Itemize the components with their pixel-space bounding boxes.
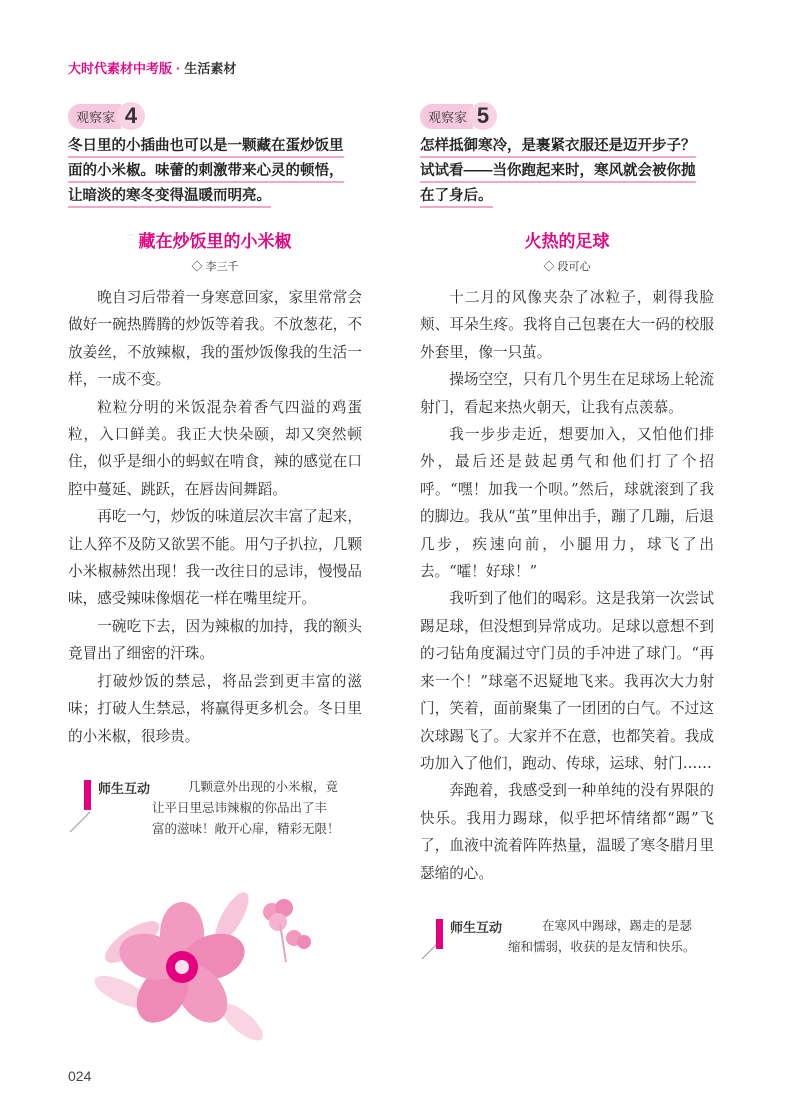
teacher-student-interaction bbox=[68, 774, 362, 844]
small-flower bbox=[263, 899, 311, 962]
article-author: ◇ 段可心 bbox=[543, 261, 591, 273]
teacher-student-interaction bbox=[420, 913, 714, 963]
interaction-comment-line: 缩和懦弱，收获的是友情和快乐。 bbox=[508, 938, 696, 954]
article-body bbox=[420, 284, 714, 887]
observer-number: 4 bbox=[117, 102, 145, 130]
page-header bbox=[68, 58, 236, 77]
observer-label: 观察家 bbox=[420, 104, 473, 129]
interaction-marker bbox=[84, 780, 91, 810]
observer-line: 试试看——当你跑起来时，寒风就会被你抛 bbox=[420, 163, 696, 183]
interaction-marker bbox=[436, 919, 443, 949]
article-title: 火热的足球 bbox=[524, 232, 610, 252]
observer-line: 怎样抵御寒冷，是裹紧衣服还是迈开步子？ bbox=[420, 138, 696, 158]
observer-intro bbox=[68, 134, 362, 209]
header-separator: · bbox=[176, 61, 181, 76]
paragraph: 晚自习后带着一身寒意回家，家里常常会做好一碗热腾腾的炒饭等着我。不放葱花，不放姜丝，不放辣椒，我的蛋炒饭像我的生活一样，一成不变。 bbox=[68, 289, 362, 389]
interaction-comment-line: 富的滋味！敞开心扉，精彩无限！ bbox=[152, 820, 340, 836]
page-number: 024 bbox=[68, 1068, 92, 1084]
interaction-comment-line: 几颗意外出现的小米椒，竟 bbox=[188, 778, 339, 794]
observer-line: 让暗淡的寒冬变得温暖而明亮。 bbox=[68, 188, 271, 208]
pink-flower-illustration bbox=[82, 872, 312, 1052]
paragraph: 十二月的风像夹杂了冰粒子，刺得我脸颊、耳朵生疼。我将自己包裹在大一码的校服外套里，像一只茧。 bbox=[420, 289, 714, 361]
left-column bbox=[68, 100, 362, 844]
observer-line: 面的小米椒。味蕾的刺激带来心灵的顿悟， bbox=[68, 163, 344, 183]
paragraph: 奔跑着，我感受到一种单纯的没有界限的快乐。我用力踢球，似乎把坏情绪都“踢”飞了，血液中流着阵阵热量，温暖了寒冬腊月里瑟缩的心。 bbox=[420, 782, 714, 882]
section-name: 生活素材 bbox=[184, 61, 237, 76]
article-title: 藏在炒饭里的小米椒 bbox=[138, 232, 292, 252]
observer-label: 观察家 bbox=[68, 104, 121, 129]
paragraph: 再吃一勺，炒饭的味道层次丰富了起来，让人猝不及防又欲罢不能。用勺子扒拉，几颗小米椒赫然出现！我一改往日的忌讳，慢慢品味，感受辣味像烟花一样在嘴里绽开。 bbox=[68, 508, 362, 608]
paragraph: 打破炒饭的禁忌，将品尝到更丰富的滋味；打破人生禁忌，将赢得更多机会。冬日里的小米椒，很珍贵。 bbox=[68, 672, 362, 745]
observer-intro bbox=[420, 134, 714, 209]
right-column bbox=[420, 100, 714, 963]
magazine-brand: 大时代素材中考版 bbox=[68, 61, 173, 76]
article-body bbox=[68, 284, 362, 750]
paragraph: 我听到了他们的喝彩。这是我第一次尝试踢足球，但没想到异常成功。足球以意想不到的刁钻角度漏过守门员的手冲进了球门。“再来一个！”球毫不迟疑地飞来。我再次大力射门，笑着，面前聚集了一团团的白气。不过这次球踢飞了。大家并不在意，也都笑着。我成功加入了他们，跑动、传球，运球、射门…… bbox=[420, 590, 714, 772]
interaction-label: 师生互动 bbox=[98, 780, 151, 796]
interaction-comment-line: 在寒风中踢球，踢走的是瑟 bbox=[542, 917, 693, 933]
observer-number: 5 bbox=[469, 102, 497, 130]
paragraph: 粒粒分明的米饭混杂着香气四溢的鸡蛋粒，入口鲜美。我正大快朵颐，却又突然顿住，似乎是细小的蚂蚁在啃食，辣的感觉在口腔中蔓延、跳跃，在唇齿间舞蹈。 bbox=[68, 398, 362, 498]
article-author: ◇ 李三千 bbox=[191, 261, 239, 273]
observer-tag bbox=[420, 100, 714, 132]
observer-line: 在了身后。 bbox=[420, 188, 493, 208]
paragraph: 一碗吃下去，因为辣椒的加持，我的额头竟冒出了细密的汗珠。 bbox=[68, 617, 362, 663]
interaction-comment-line: 让平日里忌讳辣椒的你品出了丰 bbox=[152, 799, 328, 815]
interaction-label: 师生互动 bbox=[450, 919, 503, 935]
paragraph: 我一步步走近，想要加入，又怕他们排外，最后还是鼓起勇气和他们打了个招呼。“嘿！加我一个呗。”然后，球就滚到了我的脚边。我从“茧”里伸出手，蹦了几蹦，后退几步，疾速向前，小腿用力，球飞了出去。“嚯！好球！” bbox=[420, 426, 714, 581]
paragraph: 操场空空，只有几个男生在足球场上轮流射门，看起来热火朝天，让我有点羡慕。 bbox=[420, 371, 714, 416]
observer-tag bbox=[68, 100, 362, 132]
observer-line: 冬日里的小插曲也可以是一颗藏在蛋炒饭里 bbox=[68, 138, 344, 158]
